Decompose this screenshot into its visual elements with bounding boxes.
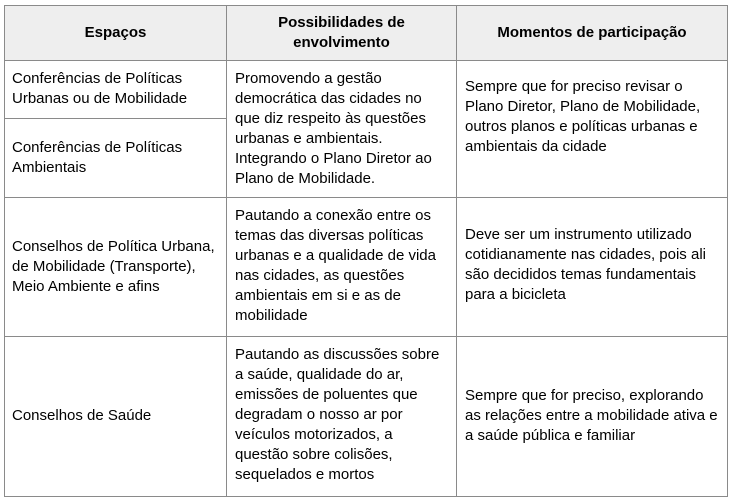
cell-espaco: Conselhos de Saúde	[5, 336, 227, 497]
header-momentos: Momentos de participação	[457, 6, 728, 61]
cell-espaco: Conselhos de Política Urbana, de Mobilidade (Transporte), Meio Ambiente e afins	[5, 198, 227, 336]
table-header-row	[5, 6, 728, 61]
cell-espaco: Conferências de Políticas Urbanas ou de Mobilidade	[5, 61, 227, 119]
cell-possibilidades: Pautando a conexão entre os temas das diversas políticas urbanas e a qualidade de vida nas cidades, as questões ambientais em si e as de mobilidade	[227, 198, 457, 336]
header-possibilidades: Possibilidades de envolvimento	[227, 6, 457, 61]
cell-momentos: Deve ser um instrumento utilizado cotidianamente nas cidades, pois ali são decididos temas fundamentais para a bicicleta	[457, 198, 728, 336]
table-row	[5, 198, 728, 336]
table-row	[5, 336, 728, 497]
cell-possibilidades: Pautando as discussões sobre a saúde, qualidade do ar, emissões de poluentes que degradam o nosso ar por veículos motorizados, a questão sobre colisões, sequelados e mortos	[227, 336, 457, 497]
cell-momentos: Sempre que for preciso revisar o Plano Diretor, Plano de Mobilidade, outros planos e políticas urbanas e ambientais da cidade	[457, 61, 728, 198]
header-espacos: Espaços	[5, 6, 227, 61]
cell-possibilidades: Promovendo a gestão democrática das cidades no que diz respeito às questões urbanas e ambientais. Integrando o Plano Diretor ao Plano de Mobilidade.	[227, 61, 457, 198]
cell-momentos: Sempre que for preciso, explorando as relações entre a mobilidade ativa e a saúde pública e familiar	[457, 336, 728, 497]
table-row	[5, 61, 728, 119]
participation-table	[4, 5, 728, 497]
cell-espaco: Conferências de Políticas Ambientais	[5, 118, 227, 198]
